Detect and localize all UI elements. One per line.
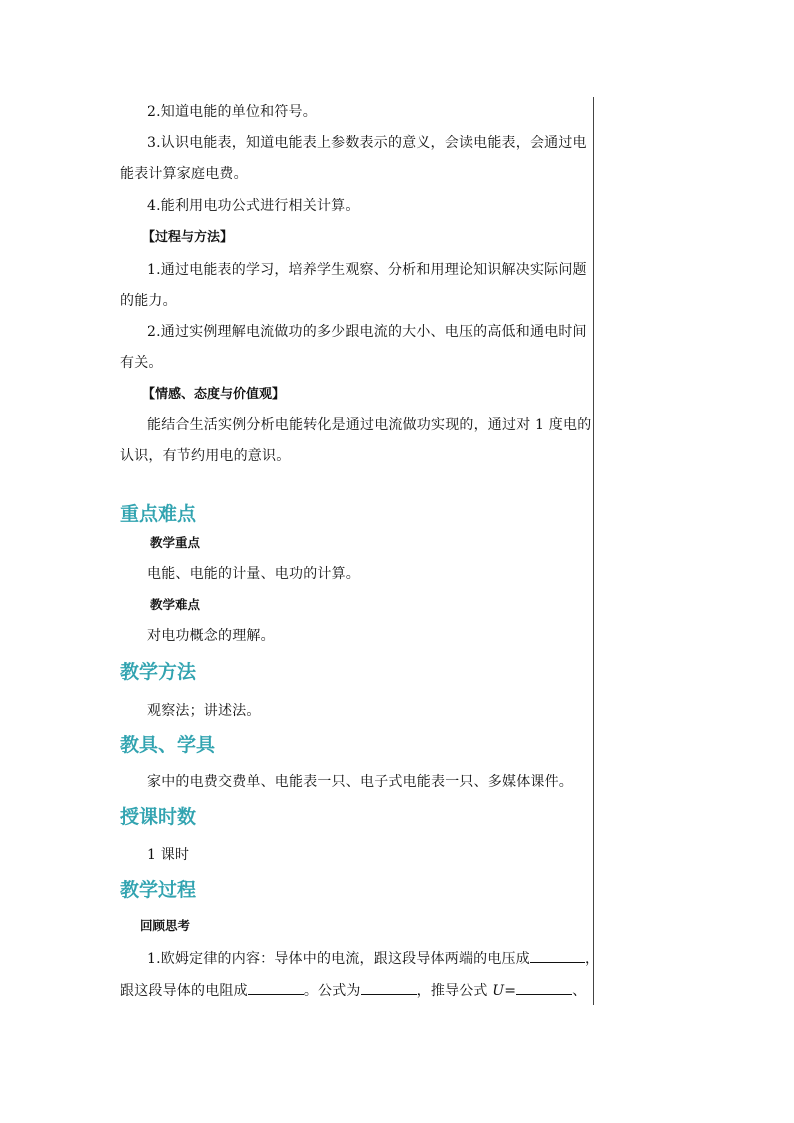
process-item-1-line2: 的能力。 [120, 293, 177, 309]
hours-text: 1 课时 [147, 847, 190, 863]
process-item-1-line1: 1.通过电能表的学习，培养学生观察、分析和用理论知识解决实际问题 [147, 262, 587, 278]
methods-text: 观察法；讲述法。 [147, 703, 261, 719]
q1-text-f: 、 [572, 983, 587, 999]
process-item-2-line2: 有关。 [120, 355, 163, 371]
teaching-difficulty-label: 教学难点 [150, 597, 201, 612]
q1-text-a: 1.欧姆定律的内容：导体中的电流，跟这段导体两端的电压成 [147, 951, 530, 967]
emotion-line1: 能结合生活实例分析电能转化是通过电流做功实现的，通过对 1 度电的 [147, 417, 592, 433]
objective-item-3-line1: 3.认识电能表，知道电能表上参数表示的意义，会读电能表，会通过电 [147, 135, 587, 151]
teaching-focus-text: 电能、电能的计量、电功的计算。 [147, 566, 360, 582]
equals-sign: = [504, 983, 517, 999]
teaching-focus-label: 教学重点 [150, 535, 201, 550]
objective-item-4: 4.能利用电功公式进行相关计算。 [147, 198, 360, 214]
q1-text-b: ， [584, 951, 600, 967]
section-title-tools: 教具、学具 [120, 734, 216, 756]
q1-text-c: 跟这段导体的电阻成 [120, 983, 248, 999]
objective-item-3-line2: 能表计算家庭电费。 [120, 166, 248, 182]
q1-text-d: 。公式为 [303, 983, 361, 999]
answer-blank [361, 982, 417, 995]
section-title-methods: 教学方法 [120, 661, 197, 683]
process-item-2-line1: 2.通过实例理解电流做功的多少跟电流的大小、电压的高低和通电时间 [147, 324, 587, 340]
section-title-process: 教学过程 [120, 879, 197, 901]
objective-item-2: 2.知道电能的单位和符号。 [147, 104, 317, 120]
variable-u: U [492, 983, 505, 999]
review-question-1-line1 [147, 950, 613, 967]
section-title-key-points: 重点难点 [120, 503, 197, 525]
emotion-heading: 【情感、态度与价值观】 [142, 387, 286, 402]
process-method-heading: 【过程与方法】 [142, 230, 234, 245]
q1-text-e: ，推导公式 [416, 983, 493, 999]
answer-blank [248, 982, 304, 995]
answer-blank [530, 950, 585, 963]
section-title-hours: 授课时数 [120, 806, 197, 828]
review-label: 回顾思考 [140, 918, 191, 933]
answer-blank [516, 982, 572, 995]
tools-text: 家中的电费交费单、电能表一只、电子式电能表一只、多媒体课件。 [147, 774, 573, 790]
table-right-border [593, 97, 594, 1005]
review-question-1-line2 [120, 982, 586, 999]
teaching-difficulty-text: 对电功概念的理解。 [147, 628, 275, 644]
emotion-line2: 认识，有节约用电的意识。 [120, 448, 291, 464]
